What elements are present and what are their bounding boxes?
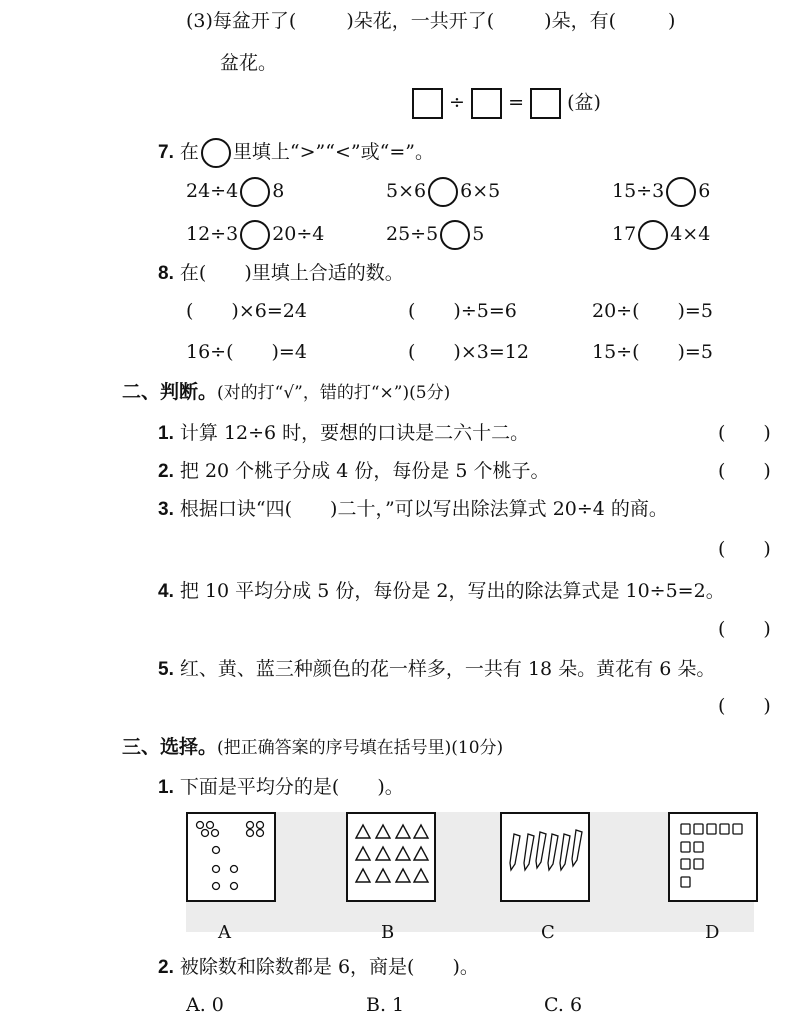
question-number: 2. (158, 957, 174, 978)
option-a-picture[interactable] (186, 812, 276, 902)
judge-text: 红、黄、蓝三种颜色的花一样多，一共有 18 朵。黄花有 6 朵。 (179, 658, 716, 680)
q8-item: ( )÷5=6 (408, 300, 517, 322)
q7-left: 5×6 (386, 180, 427, 202)
section-2-heading (122, 383, 450, 402)
q8-item: 15÷( )=5 (592, 341, 713, 363)
option-a-label: A (218, 922, 231, 943)
choice-option-c[interactable]: C. 6 (544, 994, 583, 1016)
question-number: 3. (158, 499, 174, 520)
q8-item: 20÷( )=5 (592, 300, 713, 322)
q8-item: 16÷( )=4 (186, 341, 307, 363)
q7-left: 25÷5 (386, 223, 439, 245)
q7-right: 6 (698, 180, 711, 202)
q7-right: 8 (272, 180, 285, 202)
q7-left: 17 (612, 223, 637, 245)
q6-3-text-d: ) (667, 10, 676, 32)
question-number: 5. (158, 659, 174, 680)
section-title: 三、选择。 (122, 736, 218, 758)
q7-prompt-a: 在 (179, 141, 199, 163)
question-number: 7. (158, 142, 174, 163)
compare-circle[interactable] (666, 177, 696, 207)
q7-item (386, 220, 484, 250)
answer-paren[interactable]: ( ) (718, 538, 771, 560)
q8-prompt (158, 264, 404, 283)
q7-item (186, 177, 284, 207)
q7-item (186, 220, 324, 250)
q6-3-text-c: )朵，有( (544, 10, 616, 32)
q7-item (612, 177, 710, 207)
q8-item: ( )×6=24 (186, 300, 307, 322)
judge-item (158, 462, 550, 481)
blank-box[interactable] (471, 88, 502, 119)
answer-paren[interactable]: ( ) (718, 618, 771, 640)
q6-3-text-b: )朵花，一共开了( (346, 10, 495, 32)
judge-text: 把 10 平均分成 5 份，每份是 2，写出的除法算式是 10÷5=2。 (179, 580, 725, 602)
q6-3-line1 (186, 12, 675, 31)
q7-item (386, 177, 500, 207)
judge-item (158, 424, 529, 443)
option-b-picture[interactable] (346, 812, 436, 902)
compare-circle[interactable] (240, 220, 270, 250)
choice-q1 (158, 778, 404, 797)
q7-right: 6×5 (460, 180, 501, 202)
q7-right: 5 (472, 223, 485, 245)
compare-circle[interactable] (638, 220, 668, 250)
option-b-label: B (381, 922, 395, 943)
judge-text: 把 20 个桃子分成 4 份，每份是 5 个桃子。 (179, 460, 550, 482)
q7-item (612, 220, 710, 250)
section-note: (对的打“√”，错的打“×”)(5分) (217, 383, 451, 403)
q7-left: 12÷3 (186, 223, 239, 245)
section-title: 二、判断。 (122, 381, 218, 403)
q8-prompt-text: 在( )里填上合适的数。 (179, 262, 404, 284)
triangles-icon (348, 814, 434, 900)
q6-3-line2: 盆花。 (220, 52, 278, 74)
option-c-label: C (541, 922, 555, 943)
q7-left: 15÷3 (612, 180, 665, 202)
choice-option-a[interactable]: A. 0 (186, 994, 224, 1016)
question-number: 2. (158, 461, 174, 482)
option-d-label: D (705, 922, 720, 943)
q7-prompt-b: 里填上“>”“<”或“=”。 (232, 141, 434, 163)
choice-option-b[interactable]: B. 1 (366, 994, 405, 1016)
compare-circle[interactable] (240, 177, 270, 207)
equals-sign: = (508, 91, 524, 114)
choice-text: 下面是平均分的是( )。 (179, 776, 404, 798)
section-3-heading (122, 738, 503, 757)
section-note: (把正确答案的序号填在括号里)(10分) (217, 738, 504, 758)
judge-item (158, 582, 725, 601)
pens-icon (502, 814, 588, 900)
circles-icon (188, 814, 274, 900)
q7-prompt (158, 138, 434, 168)
judge-item (158, 660, 715, 679)
option-c-picture[interactable] (500, 812, 590, 902)
circle-icon (201, 138, 231, 168)
answer-paren[interactable]: ( ) (718, 695, 771, 717)
answer-paren[interactable]: ( ) (718, 422, 771, 444)
question-number: 1. (158, 777, 174, 798)
q7-right: 4×4 (670, 223, 711, 245)
judge-text: 计算 12÷6 时，要想的口诀是二六十二。 (179, 422, 530, 444)
question-number: 8. (158, 263, 174, 284)
cups-icon (670, 814, 756, 900)
blank-box[interactable] (412, 88, 443, 119)
unit-label: (盆) (567, 91, 601, 114)
option-d-picture[interactable] (668, 812, 758, 902)
choice-text: 被除数和除数都是 6，商是( )。 (179, 956, 479, 978)
compare-circle[interactable] (428, 177, 458, 207)
question-number: 1. (158, 423, 174, 444)
q6-3-text-a: (3)每盆开了( (186, 10, 297, 32)
q8-item: ( )×3=12 (408, 341, 529, 363)
q6-3-equation (412, 88, 601, 119)
question-number: 4. (158, 581, 174, 602)
blank-box[interactable] (530, 88, 561, 119)
compare-circle[interactable] (440, 220, 470, 250)
divide-sign: ÷ (449, 91, 465, 114)
choice-q2 (158, 958, 479, 977)
answer-paren[interactable]: ( ) (718, 460, 771, 482)
judge-item (158, 500, 668, 519)
q7-right: 20÷4 (272, 223, 325, 245)
judge-text: 根据口诀“四( )二十，”可以写出除法算式 20÷4 的商。 (179, 498, 668, 520)
q7-left: 24÷4 (186, 180, 239, 202)
